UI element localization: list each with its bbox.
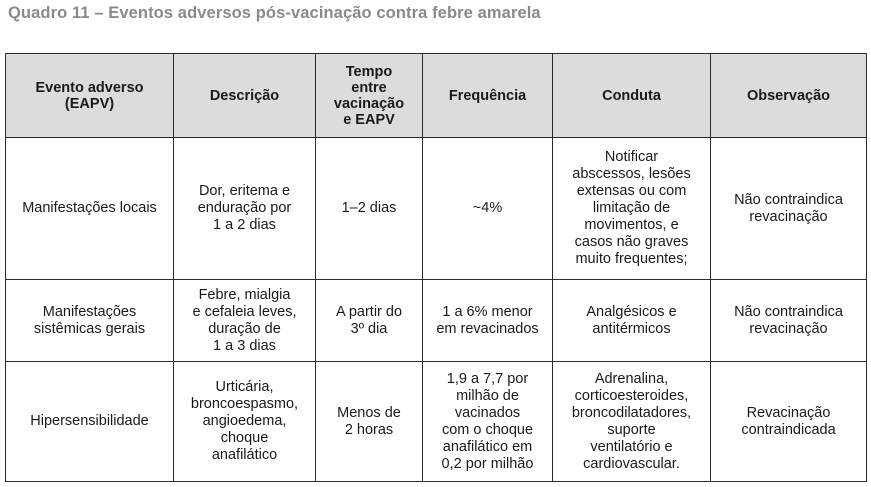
cell-line: 1 a 6% menor bbox=[442, 303, 533, 320]
cell-line: vacinação bbox=[333, 95, 405, 112]
cell-line: Não contraindica bbox=[734, 191, 843, 208]
header-cell bbox=[711, 54, 867, 138]
cell-line: Não contraindica bbox=[734, 303, 843, 320]
table-cell bbox=[423, 280, 553, 362]
cell-line: Conduta bbox=[602, 87, 661, 104]
cell-line: muito frequentes; bbox=[575, 251, 688, 267]
cell-line: broncodilatadores, bbox=[571, 404, 692, 421]
cell-line: revacinação bbox=[749, 208, 828, 225]
cell-line: A partir do bbox=[335, 303, 403, 320]
table-cell bbox=[174, 362, 316, 482]
header-cell bbox=[423, 54, 553, 138]
cell-line: em revacinados bbox=[436, 320, 539, 337]
cell-line: entre bbox=[351, 79, 387, 96]
cell-line: vacinados bbox=[454, 404, 521, 421]
cell-line: e EAPV bbox=[343, 111, 395, 128]
cell-line: 1 a 3 dias bbox=[213, 337, 276, 354]
cell-line: broncoespasmo, bbox=[190, 396, 299, 412]
adverse-events-table bbox=[5, 53, 867, 482]
cell-line: e cefaleia leves, bbox=[192, 303, 297, 320]
cell-line: anafilático em bbox=[442, 438, 533, 455]
cell-line: 1–2 dias bbox=[341, 200, 397, 216]
cell-line: enduração por bbox=[197, 200, 292, 216]
cell-line: suporte bbox=[607, 421, 656, 438]
cell-line: choque bbox=[220, 430, 269, 446]
table-cell bbox=[711, 280, 867, 362]
table-cell bbox=[553, 362, 711, 482]
table-cell bbox=[423, 138, 553, 280]
cell-line: 3º dia bbox=[350, 320, 388, 337]
cell-line: antitérmicos bbox=[592, 320, 671, 337]
cell-line: 2 horas bbox=[344, 421, 394, 438]
table-cell bbox=[711, 362, 867, 482]
cell-line: Adrenalina, bbox=[594, 370, 669, 387]
cell-line: movimentos, e bbox=[584, 217, 679, 233]
cell-line: contraindicada bbox=[741, 421, 836, 438]
table-cell bbox=[316, 138, 423, 280]
cell-line: angioedema, bbox=[202, 413, 287, 429]
cell-line: corticoesteroides, bbox=[574, 387, 689, 404]
table-cell bbox=[423, 362, 553, 482]
cell-line: 1,9 a 7,7 por bbox=[446, 370, 529, 387]
cell-line: Observação bbox=[746, 87, 831, 104]
header-cell bbox=[553, 54, 711, 138]
header-row bbox=[6, 54, 867, 138]
table-cell bbox=[6, 138, 174, 280]
cell-line: casos não graves bbox=[574, 234, 689, 250]
header-cell bbox=[6, 54, 174, 138]
cell-line: Revacinação bbox=[746, 404, 831, 421]
cell-line: Dor, eritema e bbox=[198, 183, 291, 199]
cell-line: Analgésicos e bbox=[586, 303, 677, 320]
cell-line: Descrição bbox=[209, 87, 280, 104]
table-cell bbox=[553, 280, 711, 362]
table-title: Quadro 11 – Eventos adversos pós-vacinação contra febre amarela bbox=[8, 4, 541, 22]
table-cell bbox=[6, 362, 174, 482]
cell-line: Menos de bbox=[337, 404, 401, 421]
cell-line: 1 a 2 dias bbox=[213, 217, 276, 233]
cell-line: Notificar bbox=[604, 149, 659, 165]
cell-line: Manifestações bbox=[42, 303, 137, 320]
cell-line: Frequência bbox=[448, 87, 527, 104]
cell-line: Febre, mialgia bbox=[198, 286, 291, 303]
table-cell bbox=[174, 280, 316, 362]
table-row bbox=[6, 362, 867, 482]
table-cell bbox=[174, 138, 316, 280]
table-cell bbox=[553, 138, 711, 280]
cell-line: Hipersensibilidade bbox=[30, 413, 149, 429]
cell-line: cardiovascular. bbox=[583, 455, 680, 472]
table-cell bbox=[711, 138, 867, 280]
cell-line: revacinação bbox=[749, 320, 828, 337]
cell-line: 0,2 por milhão bbox=[441, 455, 534, 472]
cell-line: ~4% bbox=[472, 200, 503, 216]
cell-line: (EAPV) bbox=[64, 95, 115, 112]
cell-line: extensas ou com bbox=[576, 183, 687, 199]
table-row bbox=[6, 138, 867, 280]
cell-line: milhão de bbox=[456, 387, 519, 404]
table-cell bbox=[316, 362, 423, 482]
table-row bbox=[6, 280, 867, 362]
cell-line: Tempo bbox=[345, 63, 393, 80]
header-cell bbox=[316, 54, 423, 138]
table-cell bbox=[316, 280, 423, 362]
cell-line: duração de bbox=[208, 320, 281, 337]
cell-line: ventilatório e bbox=[590, 438, 673, 455]
cell-line: anafilático bbox=[211, 447, 278, 463]
table-cell bbox=[6, 280, 174, 362]
cell-line: abscessos, lesões bbox=[572, 166, 691, 182]
cell-line: Manifestações locais bbox=[22, 200, 157, 216]
cell-line: sistêmicas gerais bbox=[33, 320, 146, 337]
cell-line: Urticária, bbox=[215, 379, 274, 395]
cell-line: Evento adverso bbox=[35, 79, 144, 96]
cell-line: limitação de bbox=[592, 200, 671, 216]
header-cell bbox=[174, 54, 316, 138]
cell-line: com o choque bbox=[441, 421, 534, 438]
